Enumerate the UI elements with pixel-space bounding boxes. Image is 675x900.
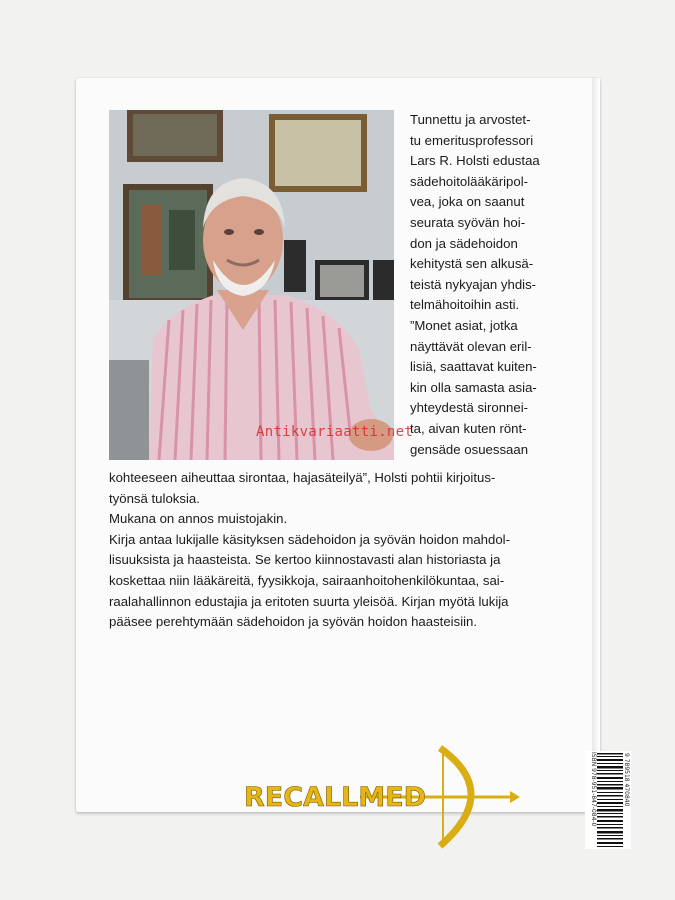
- recallmed-logo: [240, 742, 520, 852]
- author-photo: [109, 110, 394, 460]
- description-full-text: kohteeseen aiheuttaa sirontaa, hajasäteilyä”, Holsti pohtii kirjoitus- työnsä tuloksia. Mukana on annos muistojakin. Kirja antaa lukijalle käsityksen sädehoidon ja syövän hoidon mahdol- lisuuksista ja haasteista. Se kertoo kiinnostavasti alan historiasta ja koskettaa niin lääkäreitä, fyysikkoja, sairaanhoitohenkilökuntaa, sai- raalahallinnon edustajia ja eritoten suurta yleisöä. Kirjan myötä lukija pääsee perehtymään sädehoidon ja syövän hoidon haasteisiin.: [109, 470, 510, 630]
- isbn-barcode: [585, 751, 631, 849]
- description-side-text: Tunnettu ja arvostet- tu emeritusprofessori Lars R. Holsti edustaa sädehoitolääkäripol- vea, joka on saanut seurata syövän hoi- don ja sädehoidon kehitystä sen alkusä- teistä nykyajan yhdis- telmähoitoihin asti. ”Monet asiat, jotka näyttävät olevan eril- lisiä, saattavat kuiten- kin olla samasta asia- yhteydestä sironnei- ta, aivan kuten rönt- gensäde osuessaan: [410, 112, 540, 457]
- barcode-digits: 9 789518 470840: [623, 753, 630, 807]
- book-back-cover: [76, 78, 630, 827]
- cover-edge: [592, 78, 600, 812]
- watermark: Antikvariaatti.net: [256, 424, 414, 440]
- isbn-text: ISBN 978-951-847-084-0: [590, 752, 597, 827]
- recallmed-logo-text: RECALLMED: [244, 782, 427, 813]
